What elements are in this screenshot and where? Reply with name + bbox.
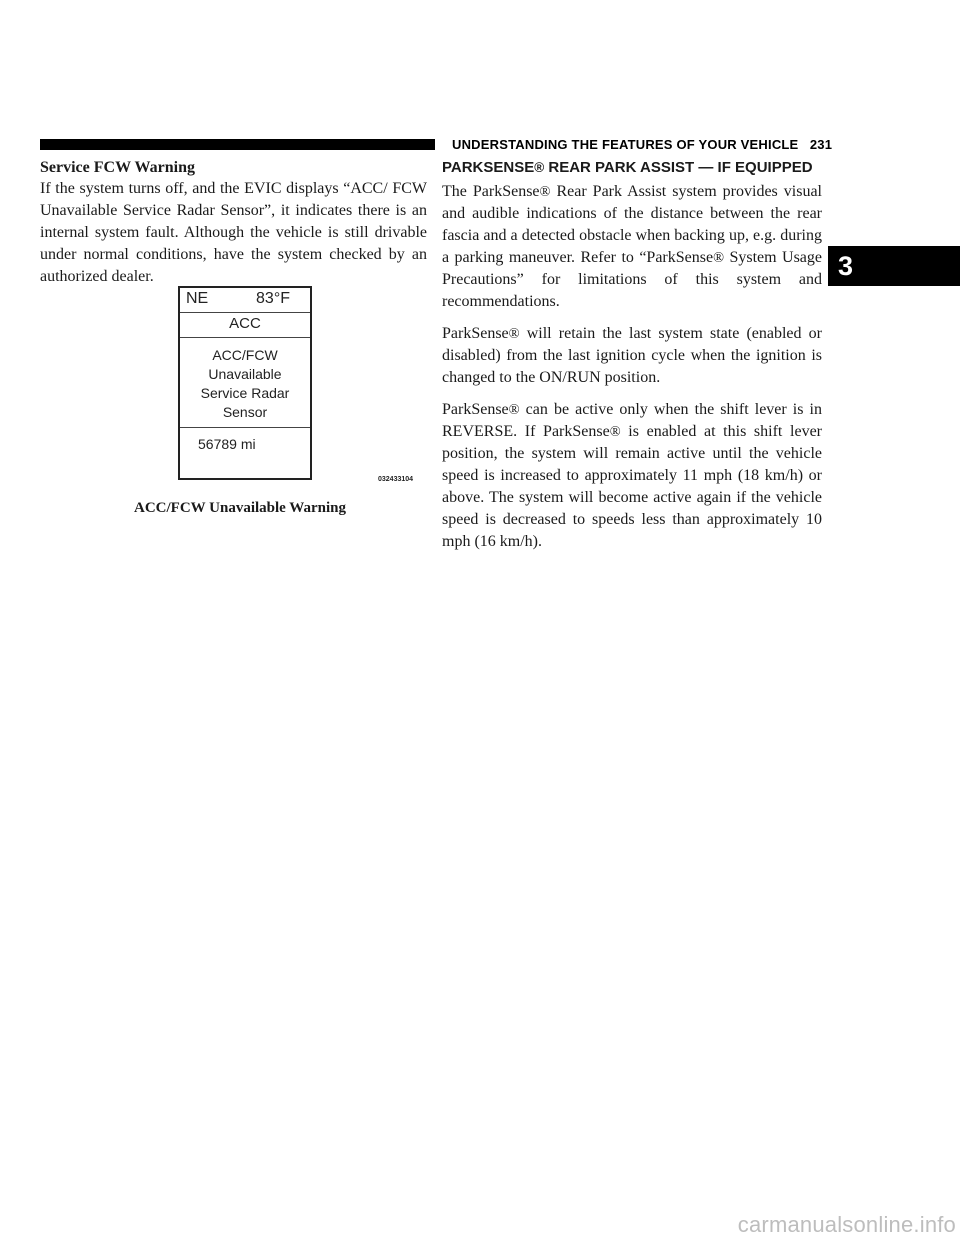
- registered-mark: ®: [713, 250, 725, 266]
- evic-message-line: Service Radar: [200, 385, 290, 401]
- evic-mode: ACC: [180, 313, 310, 338]
- text: can be active only when the shift lever is in REVERSE. If ParkSense: [442, 401, 822, 440]
- compass-direction: NE: [186, 290, 209, 307]
- service-fcw-paragraph: If the system turns off, and the EVIC displays “ACC/ FCW Unavailable Service Radar Sensor”, it indicates there is an internal system fault. Although the vehicle is still drivable under normal conditions, have the system checked by an authorized dealer.: [40, 180, 427, 285]
- registered-mark: ®: [534, 160, 545, 175]
- text: is enabled at this shift lever position, the system will remain active until the vehicle speed is increased to approximately 11 mph (18 km/h) or above. The system will become active again if the vehicle speed is decreased to speeds less than approximately 10 mph (16 km/h).: [442, 423, 822, 550]
- odometer: 56789 mi: [198, 436, 256, 452]
- text: ParkSense: [442, 325, 509, 342]
- parksense-paragraph-3: [442, 399, 822, 553]
- header-rule: [40, 139, 435, 150]
- watermark: carmanualsonline.info: [737, 1212, 956, 1237]
- evic-status-row: [180, 288, 310, 313]
- parksense-paragraph-1: [442, 181, 822, 313]
- evic-message-line: Sensor: [222, 404, 268, 420]
- text: Rear Park Assist system provides visual and audible indications of the distance between the rear fascia and a detected obstacle when backing up, e.g. during a parking maneuver. Refer to “ParkSense: [442, 183, 822, 266]
- left-column: [40, 158, 427, 298]
- text: The ParkSense: [442, 183, 540, 200]
- chapter-tab: [828, 246, 960, 286]
- registered-mark: ®: [539, 184, 551, 200]
- header-title: UNDERSTANDING THE FEATURES OF YOUR VEHICLE: [452, 137, 799, 152]
- evic-message-line: Unavailable: [208, 366, 282, 382]
- heading-text: REAR PARK ASSIST — IF EQUIPPED: [544, 159, 813, 176]
- right-column: [442, 158, 822, 563]
- chapter-number: 3: [838, 250, 854, 281]
- service-fcw-heading: Service FCW Warning: [40, 159, 195, 176]
- heading-text: PARKSENSE: [442, 159, 535, 176]
- registered-mark: ®: [609, 424, 621, 440]
- running-header: [452, 137, 832, 152]
- parksense-paragraph-2: [442, 323, 822, 389]
- evic-message: [180, 338, 310, 428]
- registered-mark: ®: [508, 326, 520, 342]
- page-number: 231: [809, 137, 833, 152]
- evic-message-line: ACC/FCW: [212, 347, 278, 363]
- text: will retain the last system state (enabled or disabled) from the last ignition cycle when the ignition is changed to the ON/RUN position.: [442, 325, 822, 386]
- text: System Usage Precautions” for limitations of this system and recommendations.: [442, 249, 823, 310]
- registered-mark: ®: [508, 402, 520, 418]
- evic-display-figure: [178, 286, 312, 480]
- outside-temperature: 83°F: [256, 290, 290, 307]
- figure-caption: ACC/FCW Unavailable Warning: [134, 500, 346, 516]
- parksense-heading: [442, 158, 822, 177]
- text: ParkSense: [442, 401, 509, 418]
- figure-code: 032433104: [378, 476, 414, 483]
